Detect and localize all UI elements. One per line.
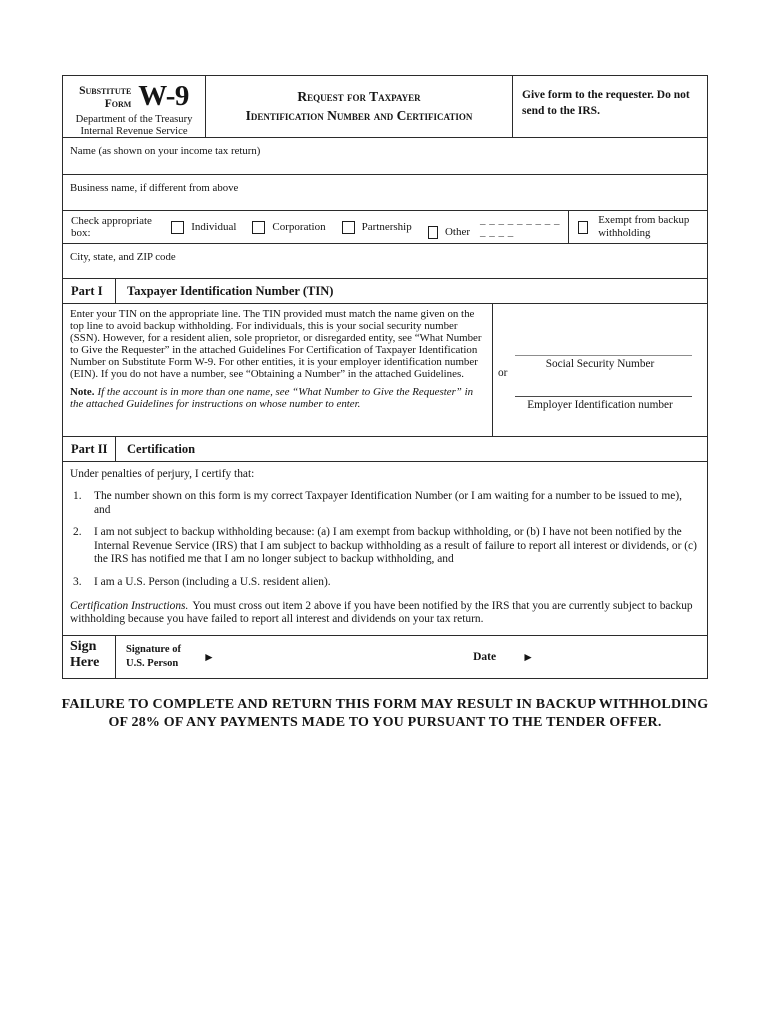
business-name-field[interactable] <box>63 175 707 211</box>
signature-area <box>116 636 707 678</box>
tin-note <box>70 387 484 411</box>
entity-type-row <box>63 211 707 244</box>
corporation-checkbox[interactable] <box>252 221 265 234</box>
city-state-zip-label: City, state, and ZIP code <box>70 251 176 263</box>
signature-line[interactable] <box>215 647 445 667</box>
corporation-label: Corporation <box>272 220 326 233</box>
individual-label: Individual <box>191 220 237 233</box>
tin-instructions-text: Enter your TIN on the appropriate line. The TIN provided must match the name given on the top line to avoid backup withholding. For individuals, this is your social security number (SSN). However, for a resident alien, sole proprietor, or disregarded entity, see “What Number to Give the Requester” in the attached Guidelines For Certification of Taxpayer Identification Number on Substitute Form W-9. For other entities, it is your employer identification number (EIN). If you do not have a number, see “Obtaining a Number” in the attached Guidelines. <box>70 308 482 380</box>
form-id-block <box>63 76 206 137</box>
cert-item-1-number: 1. <box>73 490 82 502</box>
or-label: or <box>498 367 508 379</box>
partnership-label: Partnership <box>361 220 412 233</box>
form-header-row <box>63 76 707 138</box>
cert-item-1 <box>70 490 698 517</box>
part1-header <box>63 279 707 304</box>
ein-entry-line[interactable] <box>515 396 692 397</box>
certification-instructions-label: Certification Instructions. <box>70 599 189 612</box>
form-title <box>206 76 513 137</box>
tin-instructions <box>63 304 493 436</box>
cert-item-2 <box>70 526 698 567</box>
here-word: Here <box>70 655 100 671</box>
part1-label: Part I <box>63 279 116 303</box>
cert-item-1-text: The number shown on this form is my correct Taxpayer Identification Number (or I am waiting for a number to be issued to me), and <box>94 490 682 516</box>
part1-title: Taxpayer Identification Number (TIN) <box>127 283 334 298</box>
certification-intro: Under penalties of perjury, I certify that: <box>70 468 255 480</box>
sign-word: Sign <box>70 638 97 654</box>
failure-warning-line1: FAILURE TO COMPLETE AND RETURN THIS FORM MAY RESULT IN BACKUP WITHHOLDING <box>61 697 709 712</box>
signature-of-line2: U.S. Person <box>126 657 179 669</box>
cert-item-2-number: 2. <box>73 526 82 539</box>
date-line[interactable] <box>534 648 589 666</box>
partnership-checkbox[interactable] <box>342 221 355 234</box>
signature-of-line1: Signature of <box>126 644 181 656</box>
city-state-zip-field[interactable] <box>63 244 707 279</box>
form-title-line2: Identification Number and Certification <box>245 107 473 123</box>
tin-note-label: Note. <box>70 386 95 399</box>
tin-entry-area <box>493 304 707 436</box>
individual-option <box>171 221 236 234</box>
cert-item-3-number: 3. <box>73 575 82 588</box>
other-entity-blank[interactable]: _ _ _ _ _ _ _ _ _ _ _ _ _ <box>480 214 561 238</box>
part2-label: Part II <box>63 437 116 461</box>
date-label: Date <box>473 650 497 663</box>
entity-type-options <box>63 211 569 243</box>
other-label: Other <box>444 226 471 238</box>
cert-item-2-text: I am not subject to backup withholding because: (a) I am exempt from backup withholding, or (b) I have not been notified by the Internal Revenue Service (IRS) that I am subject to backup withholding as a result of failure to report all interest or dividends, or (c) the IRS has notified me that I am no longer subject to backup withholding, and <box>94 526 697 566</box>
requester-note: Give form to the requester. Do not send to the IRS. <box>522 89 690 118</box>
part2-header <box>63 437 707 462</box>
ssn-label: Social Security Number <box>545 358 655 370</box>
name-field[interactable] <box>63 138 707 175</box>
sign-here-label <box>63 636 116 678</box>
cert-item-3 <box>70 576 698 590</box>
certification-body <box>63 462 707 636</box>
signature-arrow-icon: ► <box>202 649 215 664</box>
certification-instructions-text: You must cross out item 2 above if you have been notified by the IRS that you are currently subject to backup withholding because you have failed to report all interest and dividends on your tax return. <box>70 599 693 626</box>
substitute-form-labels <box>79 83 131 111</box>
form-number: W-9 <box>138 80 189 112</box>
name-field-label: Name (as shown on your income tax return) <box>70 145 261 157</box>
ein-label: Employer Identification number <box>527 399 673 411</box>
exempt-checkbox[interactable] <box>578 221 588 234</box>
business-name-field-label: Business name, if different from above <box>70 182 239 194</box>
exempt-label: Exempt from backup withholding <box>598 213 690 239</box>
cert-item-3-text: I am a U.S. Person (including a U.S. resident alien). <box>94 575 331 588</box>
dept-line2: Internal Revenue Service <box>80 126 188 138</box>
department-lines <box>63 114 205 139</box>
partnership-option <box>342 221 412 234</box>
other-option <box>428 215 568 238</box>
form-word-label: Form <box>104 97 132 110</box>
part2-title: Certification <box>127 441 196 456</box>
part1-body <box>63 304 707 437</box>
certification-instructions <box>70 600 698 627</box>
ssn-entry-line[interactable] <box>515 355 692 356</box>
dept-line1: Department of the Treasury <box>75 113 193 125</box>
sign-here-row <box>63 636 707 678</box>
other-checkbox[interactable] <box>428 226 438 239</box>
tin-note-text: If the account is in more than one name, see “What Number to Give the Requester” in the attached Guidelines for instructions on whose number to enter. <box>70 386 474 411</box>
failure-warning-line2: OF 28% OF ANY PAYMENTS MADE TO YOU PURSUANT TO THE TENDER OFFER. <box>108 714 662 730</box>
form-title-line1: Request for Taxpayer <box>297 89 421 104</box>
substitute-label: Substitute <box>79 85 132 97</box>
individual-checkbox[interactable] <box>171 221 184 234</box>
signature-of-label <box>126 643 181 670</box>
corporation-option <box>252 221 325 234</box>
exempt-backup-withholding-option <box>569 211 707 243</box>
date-area <box>473 648 589 666</box>
check-box-row-label: Check appropriate box: <box>71 215 152 239</box>
failure-warning <box>0 696 770 731</box>
form-id-top <box>63 80 205 112</box>
date-arrow-icon: ► <box>522 649 534 664</box>
w9-form-table <box>62 75 708 679</box>
